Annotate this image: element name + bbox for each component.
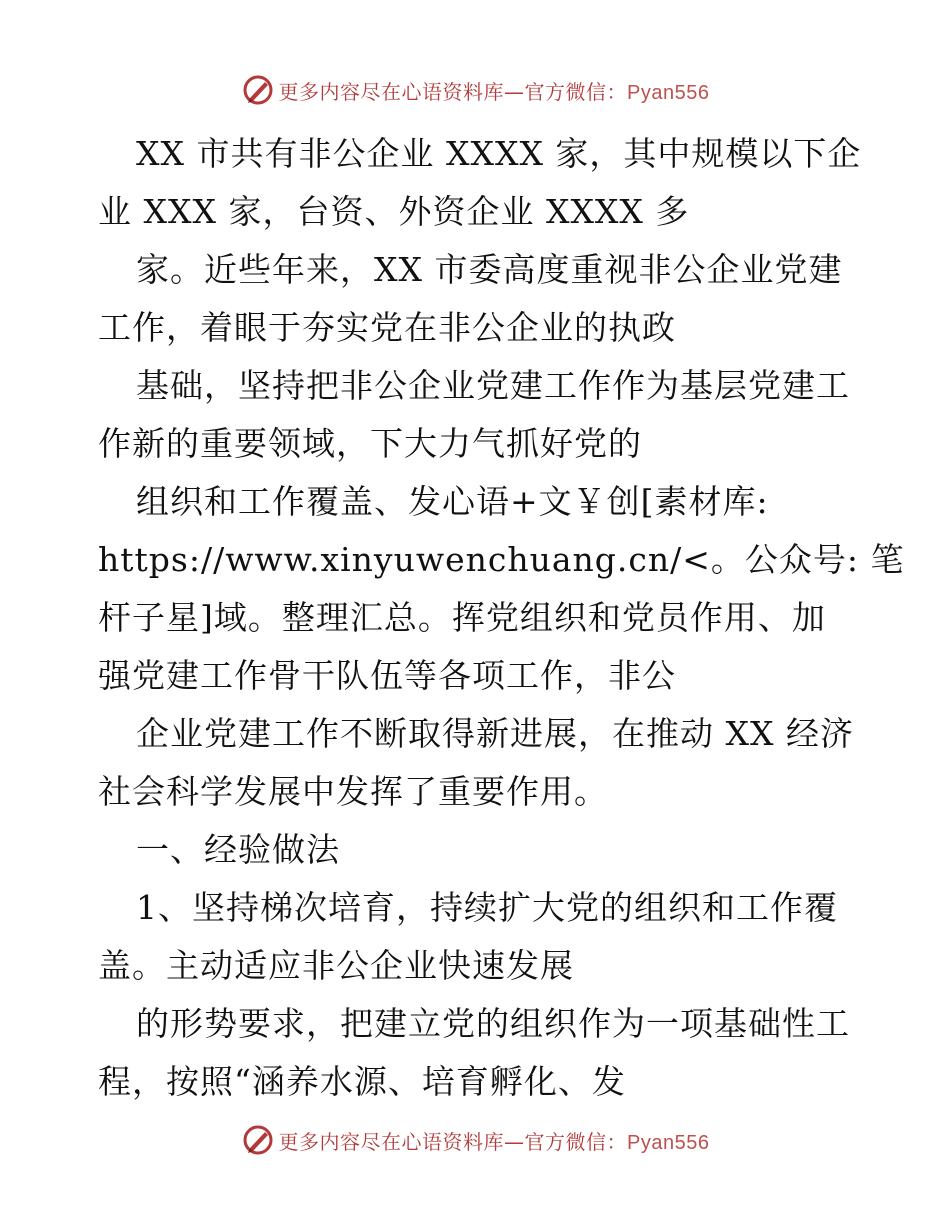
text-line: 家。近些年来，XX 市委高度重视非公企业党建 [136,250,843,289]
header-banner [0,70,950,110]
text-line: 一、经验做法 [136,830,340,869]
pen-logo-icon [241,1123,275,1157]
text-line: 社会科学发展中发挥了重要作用。 [98,772,608,811]
text-line: 程，按照“涵养水源、培育孵化、发 [98,1062,626,1101]
text-line: 组织和工作覆盖、发心语+文￥创[素材库: [136,482,769,521]
document-body [98,125,905,1111]
footer-banner-separator: — [504,1129,525,1154]
text-line: 作新的重要领域，下大力气抓好党的 [98,424,642,463]
text-line: 业 XXX 家，台资、外资企业 XXXX 多 [98,192,690,231]
text-line: 企业党建工作不断取得新进展，在推动 XX 经济 [136,714,854,753]
header-banner-wechat-handle: Pyan556 [627,81,710,104]
footer-banner-wechat-label: 官方微信： [524,1129,628,1154]
footer-banner-wechat-handle: Pyan556 [627,1131,710,1154]
text-line: 工作，着眼于夯实党在非公企业的执政 [98,308,676,347]
header-banner-separator: — [504,79,525,104]
text-line: https://www.xinyuwenchuang.cn/<。公众号: 笔 [98,540,905,579]
text-line: 杆子星]域。整理汇总。挥党组织和党员作用、加 [98,598,826,637]
footer-banner [0,1120,950,1160]
text-line: 强党建工作骨干队伍等各项工作，非公 [98,656,676,695]
text-line: 的形势要求，把建立党的组织作为一项基础性工 [136,1004,850,1043]
text-line: 盖。主动适应非公企业快速发展 [98,946,574,985]
text-line: 基础，坚持把非公企业党建工作作为基层党建工 [136,366,850,405]
header-banner-wechat-label: 官方微信： [524,79,628,104]
header-banner-title: 更多内容尽在心语资料库 [278,79,505,104]
pen-logo-icon [241,73,275,107]
text-line: 1、坚持梯次培育，持续扩大党的组织和工作覆 [136,888,838,927]
footer-banner-text [279,1126,710,1155]
footer-banner-title: 更多内容尽在心语资料库 [278,1129,505,1154]
header-banner-text [279,76,710,105]
text-line: XX 市共有非公企业 XXXX 家，其中规模以下企 [136,134,862,173]
